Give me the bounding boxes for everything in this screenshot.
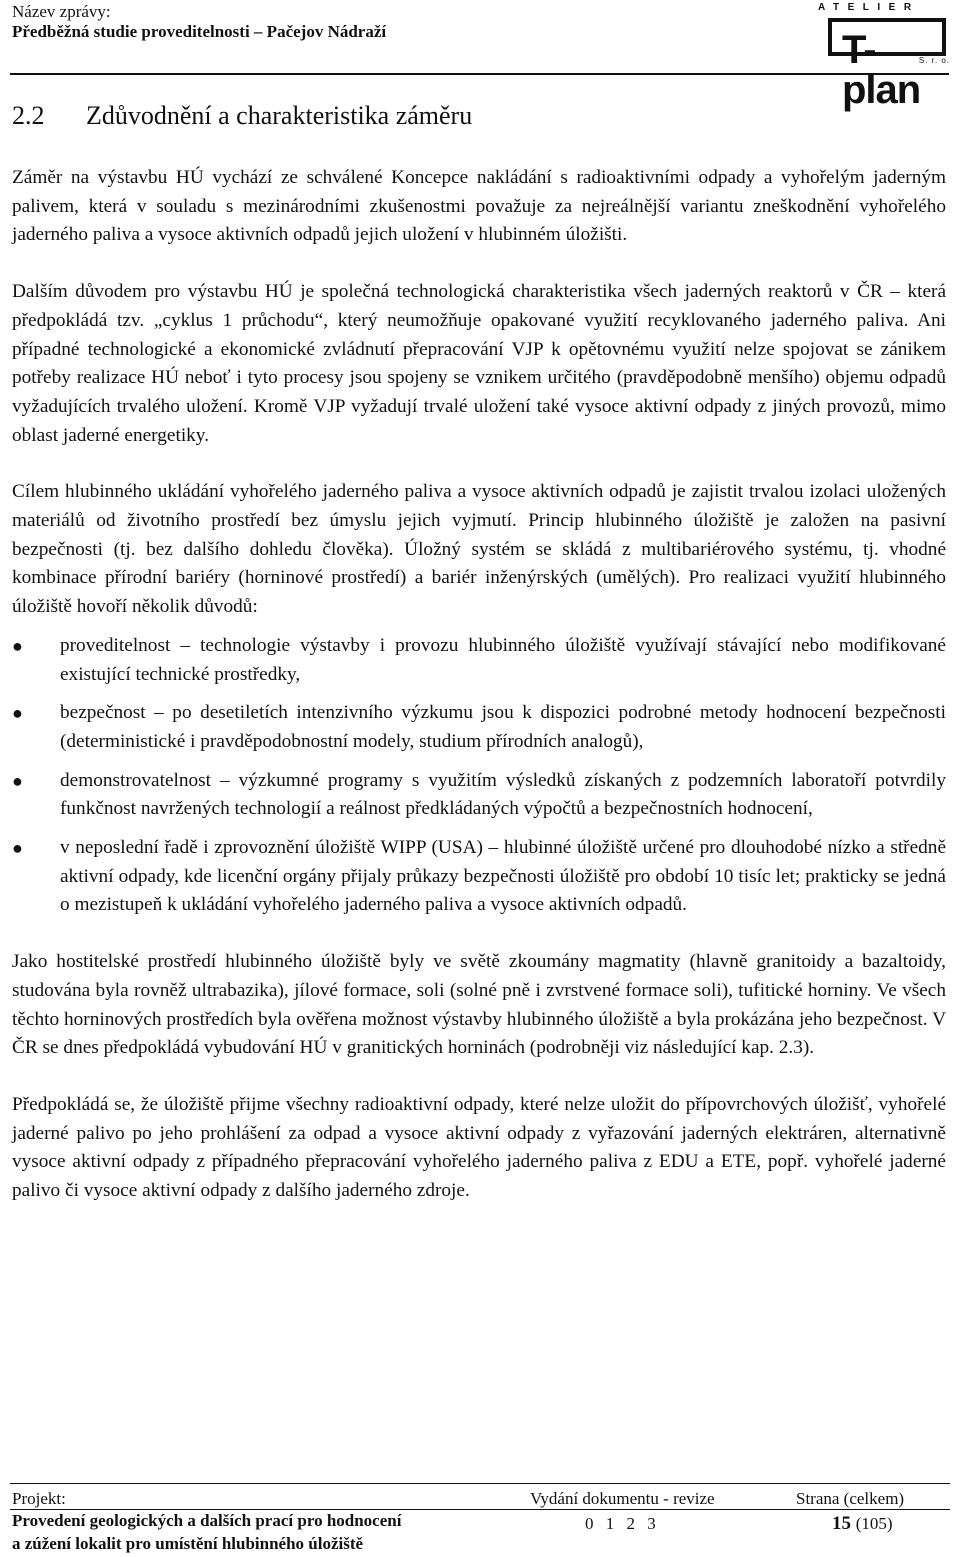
list-item [12,767,946,824]
list-item [12,632,946,689]
section-heading [12,101,472,131]
company-logo [818,2,950,112]
list-item-text: proveditelnost – technologie výstavby i provozu hlubinného úložiště využívají stávající nebo modifikované existující technické prostředky, [60,634,946,685]
page-total: (105) [855,1514,893,1533]
logo-atelier-text: ATELIER [818,2,920,13]
bullet-icon: ● [12,635,23,656]
body-content [12,164,946,1234]
report-name-label: Název zprávy: [12,2,111,21]
list-item-text: v neposlední řadě i zprovoznění úložiště WIPP (USA) – hlubinné úložiště určené pro dlouhodobé nízko a středně aktivní odpady, kde licenční orgány přijaly průkazy bezpečnosti úložiště pro období 10 tisíc let; prakticky se jedná o mezistupeň k ukládání vyhořelého jaderného paliva a vysoce aktivních odpadů. [60,837,946,916]
list-item-text: bezpečnost – po desetiletích intenzivního výzkumu jsou k dispozici podrobné metody hodnocení bezpečnosti (deterministické i pravděpodobnostní modely, studium přírodních analogů), [60,702,946,752]
page-header [12,0,950,112]
logo-sro-text: S. r. o. [918,56,950,65]
header-divider [10,73,949,75]
list-item [12,699,946,756]
bullet-icon: ● [12,703,23,724]
page-number-group [832,1513,893,1535]
issue-label: Vydání dokumentu - revize [530,1489,715,1508]
section-title: Zdůvodnění a charakteristika záměru [86,101,473,130]
paragraph-4: Jako hostitelské prostředí hlubinného úložiště byly ve světě zkoumány magmatity (hlavně granitoidy a bazaltoidy, studována byla rovněž ultrabazika), jílové formace, soli (solné pně i zvrstvené formace soli), tufitické horniny. Ve všech těchto horninových prostředích byla ověřena možnost výstavby hlubinného úložiště a byla prokázána jeho bezpečnost. V ČR se dnes předpokládá vybudování HÚ v granitických horninách (podrobněji viz následující kap. 2.3). [12,951,946,1059]
paragraph-1: Záměr na výstavbu HÚ vychází ze schválené Koncepce nakládání s radioaktivními odpady a vyhořelým jaderným palivem, která v souladu s mezinárodními zkušenostmi považuje za nejreálnější variantu zneškodnění vyhořelého jaderného paliva a vysoce aktivních odpadů jejich uložení v hlubinném úložišti. [12,167,946,246]
project-title [12,1509,401,1555]
logo-main-text: T-plan [842,28,921,112]
project-title-line-1: Provedení geologických a dalších prací pro hodnocení [12,1511,402,1530]
footer-divider-top [10,1483,950,1484]
section-number: 2.2 [12,101,45,130]
list-item [12,834,946,920]
issue-values: 0 1 2 3 [585,1514,656,1533]
reasons-list [12,632,946,920]
report-title: Předběžná studie proveditelnosti – Pačejov Nádraží [12,22,387,41]
page-footer [10,1483,950,1557]
page-number: 15 [832,1513,851,1534]
project-label: Projekt: [12,1489,66,1508]
bullet-icon: ● [12,770,23,791]
bullet-icon: ● [12,838,23,859]
paragraph-5: Předpokládá se, že úložiště přijme všechny radioaktivní odpady, které nelze uložit do přípovrchových úložišť, vyhořelé jaderné palivo po jeho prohlášení za odpad a vysoce aktivní odpady z vyřazování jaderných elektráren, alternativně vysoce aktivní odpady z případného přepracování vyhořelého jaderného paliva z EDU a ETE, popř. vyhořelé jaderné palivo či vysoce aktivní odpady z dalšího jaderného zdroje. [12,1093,946,1202]
paragraph-2: Dalším důvodem pro výstavbu HÚ je společná technologická charakteristika všech jaderných reaktorů v ČR – která předpokládá tzv. „cyklus 1 průchodu“, který neumožňuje opakované využití recyklovaného jaderného paliva. Ani případné technologické a ekonomické zvládnutí přepracování VJP k opětovnému využití nelze spojovat se zánikem potřeby realizace HÚ neboť i tyto procesy jsou spojeny se vznikem určitého (pravděpodobně menšího) objemu odpadů vyžadujících trvalého uložení. Kromě VJP vyžadují trvalé uložení také vysoce aktivní odpady z jiných provozů, mimo oblast jaderné energetiky. [12,281,946,446]
project-title-line-2: a zúžení lokalit pro umístění hlubinného úložiště [12,1534,364,1553]
list-item-text: demonstrovatelnost – výzkumné programy s využitím výsledků získaných z podzemních laboratoří potvrdily funkčnost navržených technologií a reálnost předkládaných výpočtů a bezpečnostních hodnocení, [60,769,946,820]
paragraph-3: Cílem hlubinného ukládání vyhořelého jaderného paliva a vysoce aktivních odpadů je zajistit trvalou izolaci uložených materiálů od životního prostředí bez úmyslu jejich vyjmutí. Princip hlubinného úložiště je založen na pasivní bezpečnosti (tj. bez dalšího dohledu člověka). Úložný systém se skládá z multibariérového systému, tj. vhodné kombinace přírodní bariéry (horninové prostředí) a bariér inženýrských (umělých). Pro realizaci využití hlubinného úložiště hovoří několik důvodů: [12,481,946,618]
page-label: Strana (celkem) [796,1489,905,1508]
